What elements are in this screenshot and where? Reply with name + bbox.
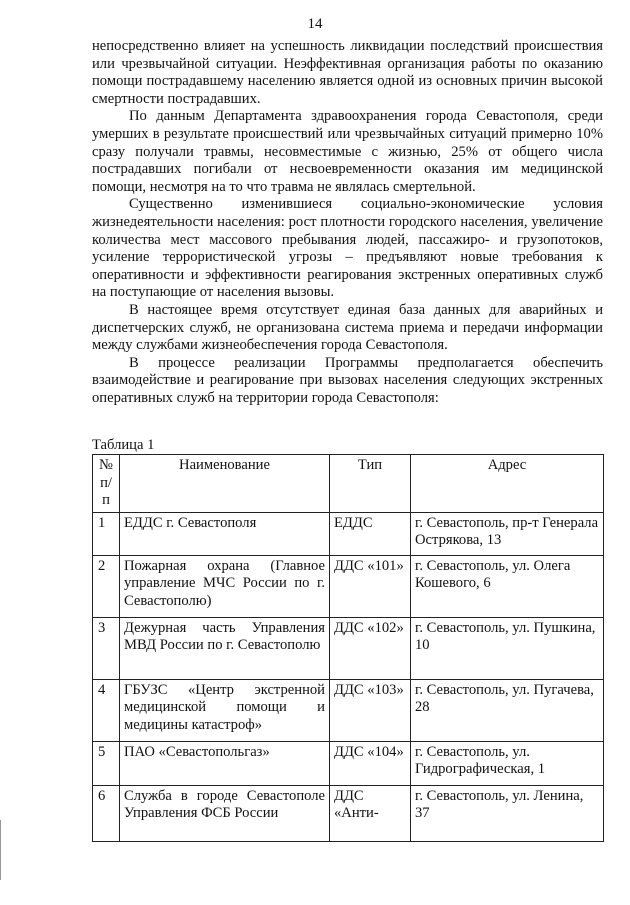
cell-name: Пожарная охрана (Главное управление МЧС России по г. Севастополю) <box>120 555 330 617</box>
cell-num: 5 <box>93 741 120 785</box>
table-body <box>93 512 604 841</box>
page-number: 14 <box>307 16 323 32</box>
table-row <box>93 617 604 679</box>
paragraph: В настоящее время отсутствует единая база данных для аварийных и диспетчерских служб, не организована система приема и передачи информации между службами жизнеобеспечения города Севастополя. <box>92 301 603 354</box>
cell-address: г. Севастополь, пр-т Генерала Острякова, 13 <box>411 512 604 555</box>
services-table <box>92 454 604 842</box>
cell-name: ЕДДС г. Севастополя <box>120 512 330 555</box>
table-row <box>93 555 604 617</box>
cell-num: 2 <box>93 555 120 617</box>
cell-address: г. Севастополь, ул. Олега Кошевого, 6 <box>411 555 604 617</box>
cell-type: ДДС «102» <box>330 617 411 679</box>
cell-name: Дежурная часть Управления МВД России по г. Севастополю <box>120 617 330 679</box>
cell-name: ПАО «Севастопольгаз» <box>120 741 330 785</box>
cell-type: ДДС «104» <box>330 741 411 785</box>
paragraph: Существенно изменившиеся социально-экономические условия жизнедеятельности населения: рост плотности городского населения, увеличение количества мест массового пребывания людей, пассажиро- и грузопотоков, усиление террористической угрозы – предъявляют новые требования к оперативности и эффективности реагирования экстренных оперативных служб на поступающие от населения вызовы. <box>92 196 603 301</box>
cell-address: г. Севастополь, ул. Ленина, 37 <box>411 785 604 841</box>
scan-margin-mark <box>0 820 4 880</box>
cell-num: 3 <box>93 617 120 679</box>
table-row <box>93 785 604 841</box>
cell-name: Служба в городе Севастополе Управления ФСБ России <box>120 785 330 841</box>
cell-address: г. Севастополь, ул. Пугачева, 28 <box>411 679 604 741</box>
body-text <box>92 38 603 407</box>
header-address: Адрес <box>411 455 604 513</box>
cell-type: ДДС «101» <box>330 555 411 617</box>
table-row <box>93 512 604 555</box>
cell-type: ЕДДС <box>330 512 411 555</box>
header-type: Тип <box>330 455 411 513</box>
table-row <box>93 679 604 741</box>
table-caption: Таблица 1 <box>92 437 155 453</box>
header-num: № п/п <box>93 455 120 513</box>
cell-num: 1 <box>93 512 120 555</box>
cell-address: г. Севастополь, ул. Пушкина, 10 <box>411 617 604 679</box>
cell-num: 4 <box>93 679 120 741</box>
cell-type: ДДС «103» <box>330 679 411 741</box>
table-header-row <box>93 455 604 513</box>
cell-name: ГБУЗС «Центр экстренной медицинской помощи и медицины катастроф» <box>120 679 330 741</box>
cell-address: г. Севастополь, ул. Гидрографическая, 1 <box>411 741 604 785</box>
paragraph: По данным Департамента здравоохранения города Севастополя, среди умерших в результате происшествий или чрезвычайных ситуаций примерно 10% сразу получали травмы, несовместимые с жизнью, 25% от общего числа пострадавших погибали от несвоевременности оказания им медицинской помощи, несмотря на то что травма не являлась смертельной. <box>92 108 603 195</box>
cell-type: ДДС «Анти- <box>330 785 411 841</box>
cell-num: 6 <box>93 785 120 841</box>
header-name: Наименование <box>120 455 330 513</box>
paragraph: непосредственно влияет на успешность ликвидации последствий происшествия или чрезвычайной ситуации. Неэффективная организация работы по оказанию помощи пострадавшему населению является одной из основных причин высокой смертности пострадавших. <box>92 38 603 107</box>
paragraph: В процессе реализации Программы предполагается обеспечить взаимодействие и реагирование при вызовах населения следующих экстренных оперативных служб на территории города Севастополя: <box>92 354 603 406</box>
table-row <box>93 741 604 785</box>
